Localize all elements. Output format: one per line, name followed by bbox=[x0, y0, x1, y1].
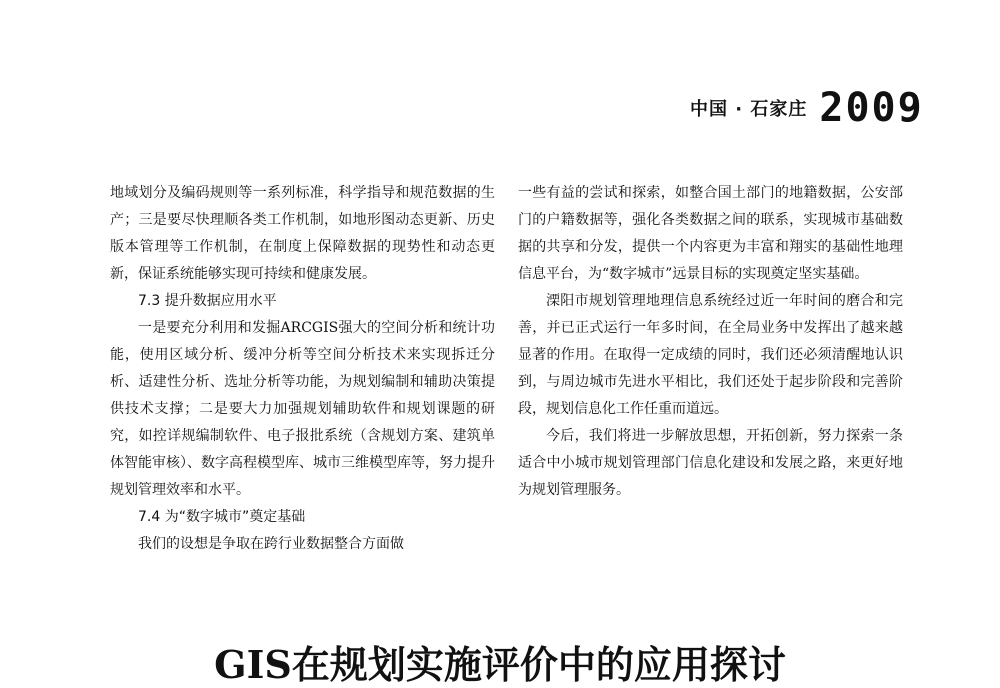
section-heading-7-3: 7.3 提升数据应用水平 bbox=[138, 293, 277, 309]
right-paragraph-outlook: 今后，我们将进一步解放思想，开拓创新，努力探索一条适合中小城市规划管理部门信息化建设和发展之路，来更好地为规划管理服务。 bbox=[518, 428, 903, 498]
right-column bbox=[518, 180, 903, 504]
left-column bbox=[110, 180, 495, 558]
conference-year: 2009 bbox=[819, 85, 924, 131]
left-paragraph-data-application: 一是要充分利用和发掘ARCGIS强大的空间分析和统计功能，使用区域分析、缓冲分析等空间分析技术来实现拆迁分析、适建性分析、选址分析等功能，为规划编制和辅助决策提供技术支撑；二是要大力加强规划辅助软件和规划课题的研究，如控详规编制软件、电子报批系统（含规划方案、建筑单体智能审核）、数字高程模型库、城市三维模型库等，努力提升规划管理效率和水平。 bbox=[110, 320, 495, 498]
right-paragraph-system-status: 溧阳市规划管理地理信息系统经过近一年时间的磨合和完善，并已正式运行一年多时间，在全局业务中发挥出了越来越显著的作用。在取得一定成绩的同时，我们还必须清醒地认识到，与周边城市先进水平相比，我们还处于起步阶段和完善阶段，规划信息化工作任重而道远。 bbox=[518, 293, 903, 417]
section-heading-7-4: 7.4 为“数字城市”奠定基础 bbox=[138, 509, 306, 525]
page-header bbox=[690, 85, 924, 131]
left-paragraph-digital-city: 我们的设想是争取在跨行业数据整合方面做 bbox=[138, 536, 404, 552]
next-article-title: GIS在规划实施评价中的应用探讨 bbox=[214, 642, 786, 687]
conference-location: 中国 · 石家庄 bbox=[690, 99, 808, 120]
left-paragraph-continued: 地域划分及编码规则等一系列标准，科学指导和规范数据的生产；三是要尽快理顺各类工作机制，如地形图动态更新、历史版本管理等工作机制，在制度上保障数据的现势性和动态更新，保证系统能够实现可持续和健康发展。 bbox=[110, 185, 495, 282]
right-paragraph-continued: 一些有益的尝试和探索，如整合国土部门的地籍数据，公安部门的户籍数据等，强化各类数据之间的联系，实现城市基础数据的共享和分发，提供一个内容更为丰富和翔实的基础性地理信息平台，为“数字城市”远景目标的实现奠定坚实基础。 bbox=[518, 185, 903, 282]
